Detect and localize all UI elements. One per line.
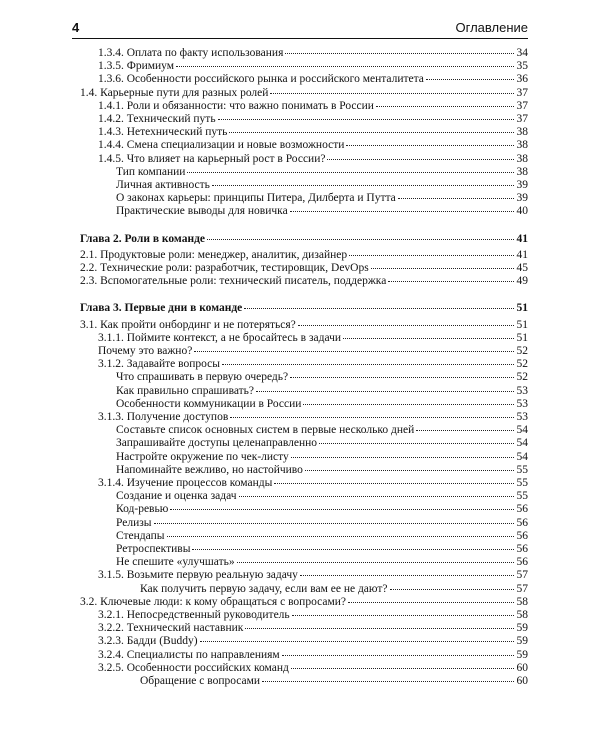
toc-entry-title: Стендапы [116, 529, 165, 542]
dot-leader [207, 239, 514, 240]
toc-page-number: 45 [516, 262, 528, 274]
toc-page-number: 51 [516, 318, 528, 331]
dot-leader [167, 536, 515, 537]
toc-page-number: 51 [516, 302, 528, 315]
toc-entry-title: 1.4.3. Нетехнический путь [98, 126, 228, 139]
toc-page-number: 41 [516, 232, 528, 245]
toc-page-number: 56 [516, 529, 528, 542]
dot-leader [327, 159, 514, 160]
toc-page-number: 34 [516, 47, 528, 59]
dot-leader [349, 255, 514, 256]
toc-row[interactable] [98, 331, 528, 345]
toc-page-number: 40 [516, 205, 528, 218]
toc-entry-title: Практические выводы для новичка [116, 205, 288, 218]
dot-leader [398, 198, 514, 199]
toc-chapter-row[interactable] [80, 232, 528, 246]
dot-leader [270, 93, 514, 94]
toc-entry-title: Обращение с вопросами [140, 675, 261, 687]
toc-page-number: 55 [516, 477, 528, 489]
dot-leader [194, 351, 514, 352]
toc-page-number: 39 [516, 179, 528, 191]
toc-entry-title: Код-ревью [116, 503, 169, 516]
dot-leader [237, 562, 514, 563]
toc-entry-title: 2.1. Продуктовые роли: менеджер, аналитик, дизайнер [80, 248, 348, 261]
toc-entry-title: Особенности коммуникации в России [116, 397, 302, 410]
toc-row[interactable] [116, 436, 528, 450]
toc-page-number: 38 [516, 126, 528, 139]
toc-row[interactable] [116, 542, 528, 556]
dot-leader [376, 106, 514, 107]
dot-leader [239, 496, 514, 497]
toc-page-number: 55 [516, 463, 528, 476]
toc-row[interactable] [116, 463, 528, 477]
toc-page-number: 59 [516, 635, 528, 648]
toc-row[interactable] [116, 529, 528, 543]
toc-row[interactable] [80, 318, 528, 332]
dot-leader [212, 185, 514, 186]
toc-row[interactable] [140, 674, 528, 688]
toc-entry-title: 2.2. Технические роли: разработчик, тестировщик, DevOps [80, 262, 369, 274]
toc-page-number: 38 [516, 139, 528, 152]
toc-row[interactable] [98, 608, 528, 622]
toc-entry-title: 1.3.6. Особенности российского рынка и российского менталитета [98, 73, 424, 86]
dot-leader [192, 549, 514, 550]
toc-row[interactable] [116, 178, 528, 192]
dot-leader [245, 628, 514, 629]
toc-page-number: 57 [516, 582, 528, 595]
toc-page-number: 53 [516, 384, 528, 397]
toc-page-number: 58 [516, 609, 528, 621]
toc-page-number: 39 [516, 192, 528, 205]
dot-leader [285, 53, 514, 54]
toc-page-number: 60 [516, 675, 528, 687]
toc-entry-title: 3.2.2. Технический наставник [98, 622, 244, 635]
toc-row[interactable] [98, 125, 528, 139]
dot-leader [176, 66, 514, 67]
dot-leader [222, 364, 514, 365]
toc-row[interactable] [98, 634, 528, 648]
dot-leader [346, 145, 514, 146]
toc-entry-title: 3.2.4. Специалисты по направлениям [98, 648, 280, 661]
toc-entry-title: Настройте окружение по чек-листу [116, 450, 289, 463]
toc-page-number: 49 [516, 275, 528, 288]
toc-page-number: 60 [516, 661, 528, 674]
toc-row[interactable] [98, 99, 528, 113]
toc-row[interactable] [98, 648, 528, 662]
toc-entry-title: 3.1.3. Получение доступов [98, 411, 229, 423]
toc-entry-title: Личная активность [116, 179, 210, 191]
toc-entry-title: Создание и оценка задач [116, 490, 237, 503]
toc-page-number: 54 [516, 424, 528, 437]
toc-page-number: 54 [516, 450, 528, 463]
dot-leader [300, 575, 514, 576]
toc-page-number: 55 [516, 490, 528, 503]
dot-leader [426, 79, 514, 80]
toc-entry-title: Не спешите «улучшать» [116, 556, 235, 569]
toc-entry-title: 3.1.1. Поймите контекст, а не бросайтесь в задачи [98, 331, 342, 344]
toc-row[interactable] [116, 516, 528, 530]
toc-page-number: 37 [516, 86, 528, 99]
toc-entry-title: 1.4.4. Смена специализации и новые возможности [98, 139, 345, 152]
toc-row[interactable] [80, 248, 528, 262]
toc-row[interactable] [116, 191, 528, 205]
dot-leader [262, 681, 514, 682]
toc-entry-title: Релизы [116, 516, 152, 529]
toc-entry-title: Составьте список основных систем в первые несколько дней [116, 424, 415, 437]
toc-entry-title: 2.3. Вспомогательные роли: технический писатель, поддержка [80, 275, 387, 288]
toc-entry-title: 1.4.5. Что влияет на карьерный рост в России? [98, 152, 326, 165]
toc-page-number: 41 [516, 248, 528, 261]
toc-row[interactable] [98, 621, 528, 635]
toc-entry-title: 1.4.2. Технический путь [98, 113, 216, 125]
toc-page-number: 56 [516, 543, 528, 555]
toc-row[interactable] [116, 165, 528, 179]
dot-leader [229, 132, 514, 133]
toc-page-number: 37 [516, 113, 528, 125]
toc-entry-title: Глава 2. Роли в команде [80, 232, 205, 245]
toc-entry-title: 1.3.5. Фримиум [98, 60, 175, 73]
toc-row[interactable] [116, 384, 528, 398]
toc-page-number: 36 [516, 73, 528, 86]
toc-entry-title: 3.2.5. Особенности российских команд [98, 661, 289, 674]
dot-leader [305, 470, 514, 471]
dot-leader [416, 430, 514, 431]
toc-row[interactable] [140, 582, 528, 596]
toc-row[interactable] [98, 568, 528, 582]
dot-leader [343, 338, 514, 339]
toc-row[interactable] [80, 261, 528, 275]
toc-page-number: 56 [516, 556, 528, 569]
toc-row[interactable] [98, 138, 528, 152]
running-title: Оглавление [455, 20, 528, 35]
toc-row[interactable] [98, 476, 528, 490]
toc-page-number: 59 [516, 622, 528, 635]
toc-row[interactable] [80, 274, 528, 288]
toc-row[interactable] [116, 489, 528, 503]
toc-row[interactable] [116, 555, 528, 569]
toc-page-number: 52 [516, 371, 528, 384]
toc-page-number: 53 [516, 397, 528, 410]
dot-leader [290, 377, 514, 378]
toc-row[interactable] [98, 152, 528, 166]
dot-leader [187, 172, 514, 173]
toc-page-number: 59 [516, 648, 528, 661]
dot-leader [371, 268, 514, 269]
toc-row[interactable] [116, 397, 528, 411]
toc-page-number: 58 [516, 595, 528, 608]
toc-page-number: 35 [516, 60, 528, 73]
toc-entry-title: Глава 3. Первые дни в команде [80, 302, 243, 315]
toc-entry-title: Запрашивайте доступы целенаправленно [116, 437, 318, 450]
toc-page-number: 52 [516, 345, 528, 357]
toc-row[interactable] [98, 661, 528, 675]
toc-entry-title: Напоминайте вежливо, но настойчиво [116, 463, 303, 476]
toc-entry-title: Тип компании [116, 165, 186, 178]
toc-page-number: 56 [516, 516, 528, 529]
toc-entry-title: Как правильно спрашивать? [116, 384, 255, 397]
toc-entry-title: О законах карьеры: принципы Питера, Дилберта и Путта [116, 192, 396, 205]
toc-entry-title: 3.1. Как пройти онбординг и не потеряться? [80, 318, 296, 331]
dot-leader [303, 404, 514, 405]
dot-leader [256, 391, 514, 392]
toc-entry-title: 1.4.1. Роли и обязанности: что важно понимать в России [98, 99, 374, 112]
toc-entry-title: 3.1.4. Изучение процессов команды [98, 477, 273, 489]
toc-entry-title: 1.3.4. Оплата по факту использования [98, 47, 284, 59]
toc-row[interactable] [98, 112, 528, 126]
toc-page-number: 51 [516, 331, 528, 344]
dot-leader [291, 668, 514, 669]
dot-leader [290, 211, 514, 212]
dot-leader [292, 615, 514, 616]
toc-row[interactable] [80, 86, 528, 100]
toc-row[interactable] [98, 72, 528, 86]
dot-leader [218, 119, 514, 120]
toc-page-number: 56 [516, 503, 528, 516]
toc-page-number: 53 [516, 411, 528, 423]
toc-row[interactable] [116, 450, 528, 464]
toc-entry-title: 3.2. Ключевые люди: к кому обращаться с вопросами? [80, 595, 346, 608]
toc-row[interactable] [98, 410, 528, 424]
dot-leader [230, 417, 514, 418]
toc-row[interactable] [80, 595, 528, 609]
toc-page-number: 57 [516, 569, 528, 582]
dot-leader [170, 509, 514, 510]
toc-entry-title: Что спрашивать в первую очередь? [116, 371, 289, 384]
toc-page-number: 38 [516, 165, 528, 178]
dot-leader [200, 641, 514, 642]
dot-leader [390, 589, 515, 590]
toc-page-number: 37 [516, 99, 528, 112]
toc-entry-title: Ретроспективы [116, 543, 191, 555]
dot-leader [319, 443, 514, 444]
toc-row[interactable] [98, 59, 528, 73]
toc-entry-title: Почему это важно? [98, 345, 193, 357]
dot-leader [282, 655, 514, 656]
dot-leader [388, 281, 514, 282]
toc-entry-title: 3.2.1. Непосредственный руководитель [98, 609, 290, 621]
dot-leader [298, 325, 514, 326]
dot-leader [274, 483, 514, 484]
toc-chapter-row[interactable] [80, 301, 528, 315]
toc-row[interactable] [98, 46, 528, 60]
toc-page-number: 38 [516, 152, 528, 165]
toc-row[interactable] [116, 502, 528, 516]
toc-row[interactable] [116, 370, 528, 384]
toc-page-number: 52 [516, 358, 528, 371]
toc-entry-title: 3.1.5. Возьмите первую реальную задачу [98, 569, 298, 582]
dot-leader [244, 308, 514, 309]
page-number: 4 [72, 20, 80, 35]
dot-leader [291, 457, 514, 458]
toc-page-number: 54 [516, 437, 528, 450]
header-rule [72, 38, 528, 39]
toc-row[interactable] [98, 344, 528, 358]
toc-entry-title: Как получить первую задачу, если вам ее не дают? [140, 582, 388, 595]
toc-entry-title: 3.1.2. Задавайте вопросы [98, 358, 220, 371]
dot-leader [154, 523, 514, 524]
toc-row[interactable] [116, 204, 528, 218]
dot-leader [348, 602, 514, 603]
toc-row[interactable] [116, 423, 528, 437]
toc-entry-title: 1.4. Карьерные пути для разных ролей [80, 86, 269, 99]
page-header [72, 20, 528, 38]
toc-row[interactable] [98, 357, 528, 371]
toc-entry-title: 3.2.3. Бадди (Buddy) [98, 635, 198, 648]
